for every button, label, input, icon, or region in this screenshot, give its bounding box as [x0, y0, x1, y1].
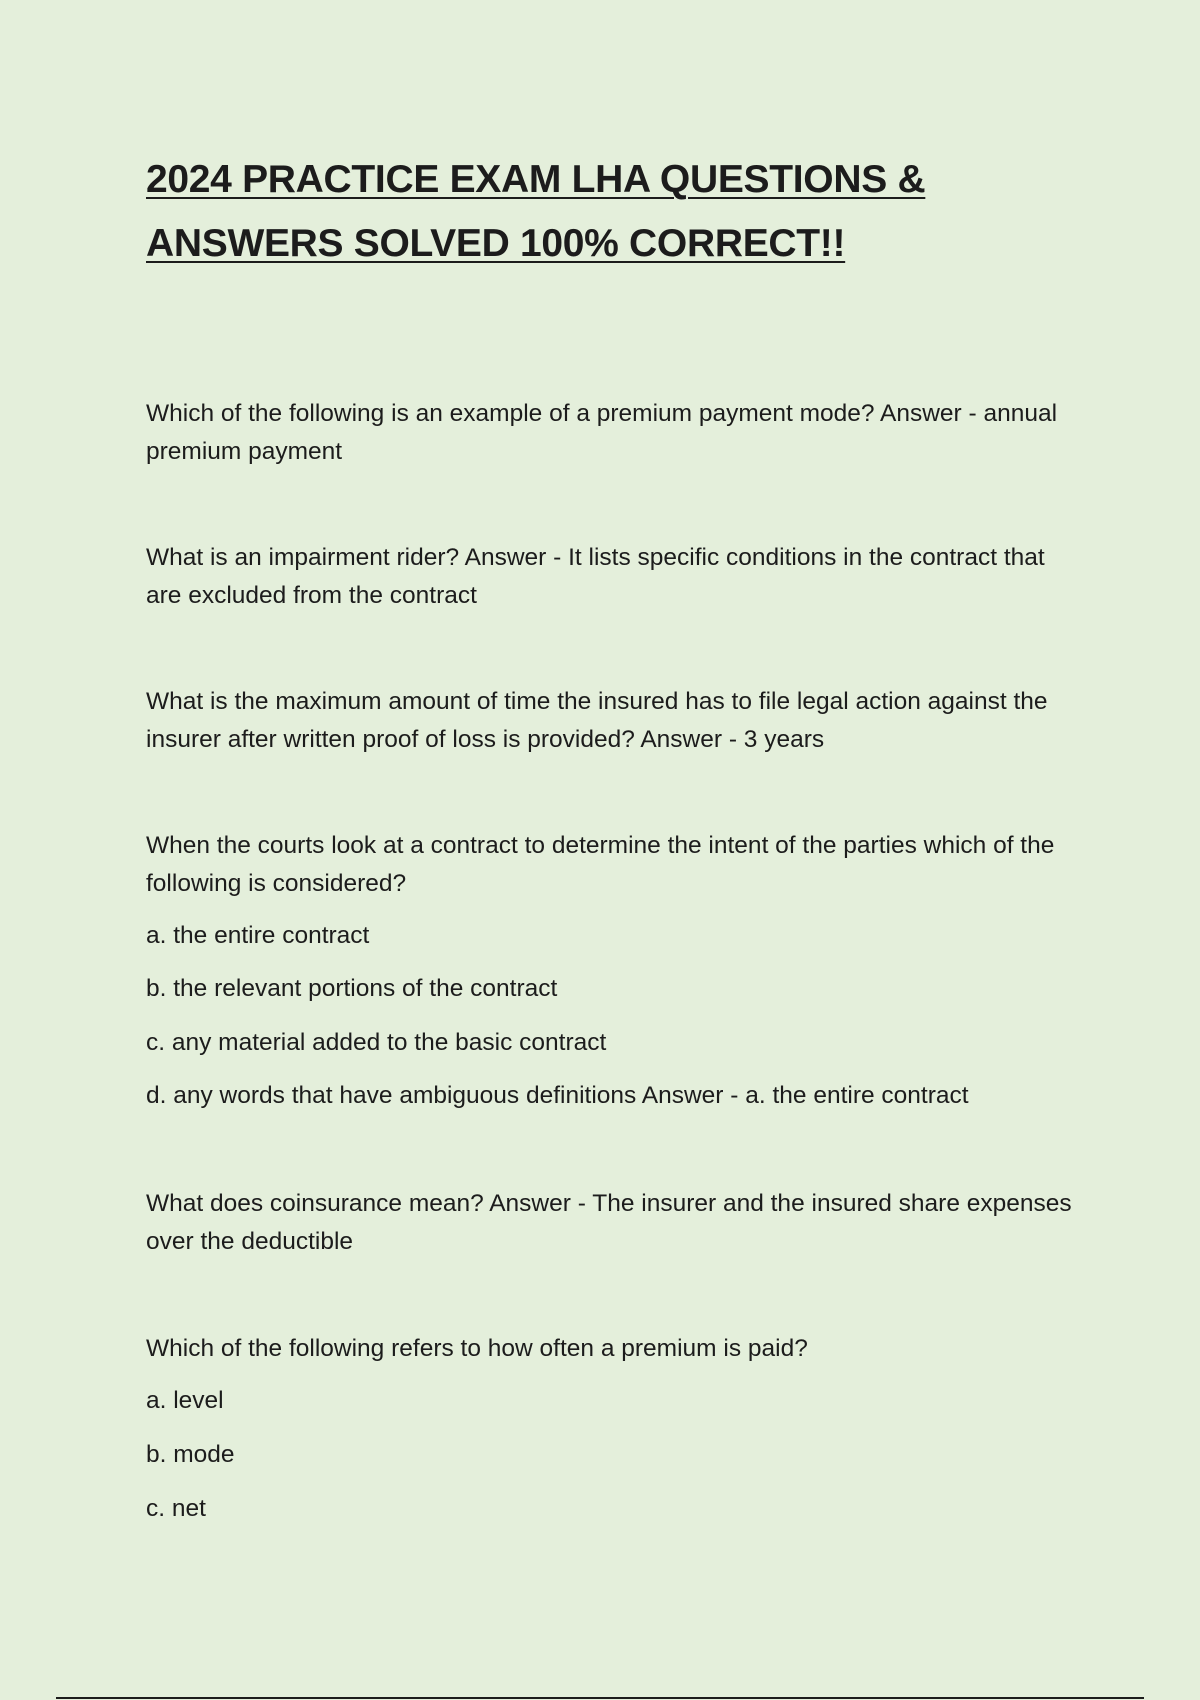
document-title — [146, 148, 1076, 276]
answer-option: b. mode — [146, 1441, 235, 1468]
footer-divider — [56, 1697, 1144, 1699]
qa-item: What is the maximum amount of time the insured has to file legal action against the insurer after written proof of loss is provided? Answer - 3 years — [146, 688, 1048, 753]
qa-item: What is an impairment rider? Answer - It lists specific conditions in the contract that are excluded from the contract — [146, 544, 1045, 609]
answer-option: c. any material added to the basic contract — [146, 1029, 607, 1056]
answer-option: c. net — [146, 1495, 206, 1522]
answer-option: a. level — [146, 1387, 224, 1414]
qa-item: What does coinsurance mean? Answer - The insurer and the insured share expenses over the deductible — [146, 1190, 1072, 1255]
qa-item: When the courts look at a contract to determine the intent of the parties which of the following is considered? — [146, 832, 1055, 897]
qa-item: Which of the following refers to how often a premium is paid? — [146, 1335, 808, 1362]
title-line-1: 2024 PRACTICE EXAM LHA QUESTIONS & — [146, 158, 926, 201]
title-line-2: ANSWERS SOLVED 100% CORRECT!! — [146, 222, 846, 265]
answer-option: a. the entire contract — [146, 922, 370, 949]
document-header — [146, 148, 1076, 276]
answer-option: b. the relevant portions of the contract — [146, 975, 558, 1002]
answer-option: d. any words that have ambiguous definitions Answer - a. the entire contract — [146, 1082, 969, 1109]
qa-item: Which of the following is an example of a premium payment mode? Answer - annual premium payment — [146, 400, 1058, 465]
